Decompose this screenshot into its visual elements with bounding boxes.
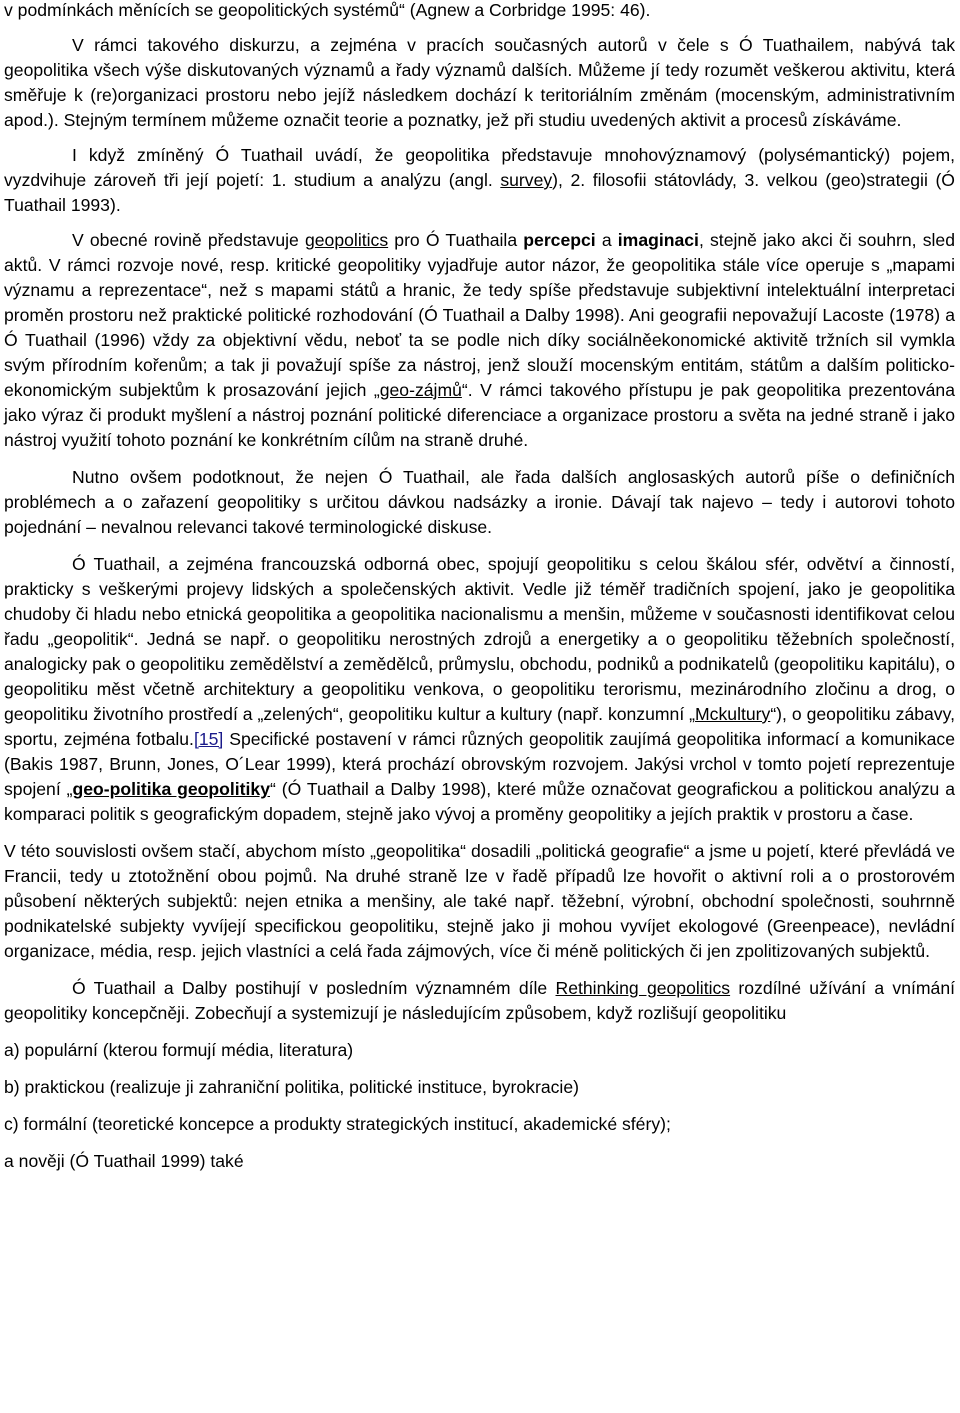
underlined-term-survey: survey [500,170,553,190]
underlined-term-mckultury: Mckultury [695,704,771,724]
list-item-practical: b) praktickou (realizuje ji zahraniční politika, politické instituce, byrokracie) [4,1077,579,1097]
list-item-formal: c) formální (teoretické koncepce a produkty strategických institucí, akademické sféry); [4,1114,671,1134]
paragraph-rethinking-geopolitics [4,976,955,1026]
footnote-link[interactable]: [15] [193,729,224,749]
underlined-title-rethinking-geopolitics: Rethinking geopolitics [555,978,731,998]
underlined-term-geopolitics: geopolitics [304,230,389,250]
text-run: “. V rámci takového přístupu je pak geopolitika prezentována jako výraz či produkt myšlení a nástroj poznání politické diferenciace a organizace prostoru a světa na jedné straně i jako nástroj využití tohoto poznání ke konkrétním cílům na straně druhé. [4,380,955,450]
text-run: ), 2. filosofii státovlády, 3. velkou (geo)strategii (Ó Tuathail 1993). [4,170,955,215]
paragraph-continuation: v podmínkách měnících se geopolitických systémů“ (Agnew a Corbridge 1995: 46). [4,0,651,20]
paragraph-geopolitics-spheres [4,552,955,827]
paragraph-french-concept: V této souvislosti ovšem stačí, abychom místo „geopolitika“ dosadili „politická geografie“ a jsme u pojetí, které převládá ve Francii, tedy u ztotožnění obou pojmů. Na druhé straně lze v řadě případů lze hovořit o aktivní roli a o prostorovém působení některých subjektů: nejen etnika a menšiny, ale také např. těžební, výrobní, obchodní společnosti, souhrnně podnikatelské subjekty vyvíjejí specifickou geopolitiku, stejně jako ji mohou vyvíjet ekologové (Greenpeace), nevládní organizace, média, resp. jejich vlastníci a celá řada zájmových, více či méně politických či jen zpolitizovaných subjektů. [4,841,955,961]
text-run: Ó Tuathail a Dalby postihují v posledním významném díle [72,978,556,998]
text-run: Specifické postavení v rámci různých geopolitik zaujímá geopolitika informací a komunikace (Bakis 1987, Brunn, Jones, O´Lear 1999), která prochází obrovským rozvojem. Jakýsi vrchol v tomto pojetí reprezentuje spojení „ [4,729,955,799]
text-run: rozdílné užívání a vnímání geopolitiky koncepčněji. Zobecňují a systemizují je následujícím způsobem, když rozlišují geopolitiku [4,978,955,1023]
paragraph-three-concepts [4,143,955,218]
text-run: “ (Ó Tuathail a Dalby 1998), které může označovat geografickou a politickou analýzu a komparaci politik s geografickým dopadem, stejně jako vývoj a proměny geopolitiky a jejích praktik v prostoru a čase. [4,779,955,824]
paragraph-geopolitics-perception [4,228,955,453]
text-run: pro Ó Tuathaila [388,230,524,250]
bold-term-imaginaci: imaginaci [617,230,699,250]
bold-term-percepci: percepci [523,230,596,250]
paragraph-definition-problems: Nutno ovšem podotknout, že nejen Ó Tuathail, ale řada dalších anglosaských autorů píše o definičních problémech a o zařazení geopolitiky s určitou dávkou nadsázky a ironie. Dávají tak najevo – tedy i autorovi tohoto pojednání – nevalnou relevanci takové terminologické diskuse. [4,467,955,537]
paragraph-discourse: V rámci takového diskurzu, a zejména v pracích současných autorů v čele s Ó Tuathailem, nabývá tak geopolitika všech výše diskutovaných významů a řady významů dalších. Můžeme jí tedy rozumět veškerou aktivitu, která směřuje k (re)organizaci prostoru nebo jejíž následkem dochází k teritoriálním změnám (mocenským, administrativním apod.). Stejným termínem můžeme označit teorie a poznatky, jež při studiu uvedených aktivit a procesů získáváme. [4,35,955,130]
text-run: V obecné rovině představuje [72,230,305,250]
text-run: I když zmíněný Ó Tuathail uvádí, že geopolitika představuje mnohovýznamový (polysémantický) pojem, vyzdvihuje zároveň tři její pojetí: 1. studium a analýzu (angl. [4,145,955,190]
text-run: a [595,230,618,250]
list-item-popular: a) populární (kterou formují média, literatura) [4,1040,354,1060]
underlined-term-geo-zajmu: geo-zájmů [379,380,462,400]
text-run: “), o geopolitiku zábavy, sportu, zejména fotbalu. [4,704,955,749]
text-run: , stejně jako akci či souhrn, sled aktů. V rámci rozvoje nové, resp. kritické geopolitiky vyjadřuje autor názor, že geopolitika stále více operuje s „mapami významu a reprezentace“, než s mapami států a hranic, že tedy spíše představuje subjektivní intelektuální interpretaci proměn prostoru než praktické politické rozhodování (Ó Tuathail a Dalby 1998). Ani geografii nepovažují Lacoste (1978) a Ó Tuathail (1996) vždy za objektivní vědu, neboť ta se podle nich díky sociálněekonomické aktivitě tržních sil vymkla svým přírodním kořenům; a tak ji považují spíše za nástroj, jenž slouží mocenským entitám, státům a dalším politicko-ekonomickým subjektům k prosazování jejich „ [4,230,955,400]
text-run: Ó Tuathail, a zejména francouzská odborná obec, spojují geopolitiku s celou škálou sfér, odvětví a činností, prakticky s veškerými projevy lidských a společenských aktivit. Vedle již téměř tradičních spojení, jako je geopolitika chudoby či hladu nebo etnická geopolitika a geopolitika nacionalismu a menšin, můžeme v současnosti identifikovat celou řadu „geopolitik“. Jedná se např. o geopolitiku nerostných zdrojů a energetiky a o geopolitiku těžebních společností, analogicky pak o geopolitiku zemědělství a zemědělců, průmyslu, obchodu, podniků a podnikatelů (geopolitiku kapitálu), o geopolitiku měst včetně architektury a geopolitiku venkova, o geopolitiku terorismu, mezinárodního zločinu a drog, o geopolitiku životního prostředí a „zelených“, geopolitiku kultur a kultury (např. konzumní „ [4,554,955,724]
underlined-term-geo-politika-geopolitiky: geo-politika geopolitiky [72,779,270,799]
list-item-newer: a nověji (Ó Tuathail 1999) také [4,1151,244,1171]
